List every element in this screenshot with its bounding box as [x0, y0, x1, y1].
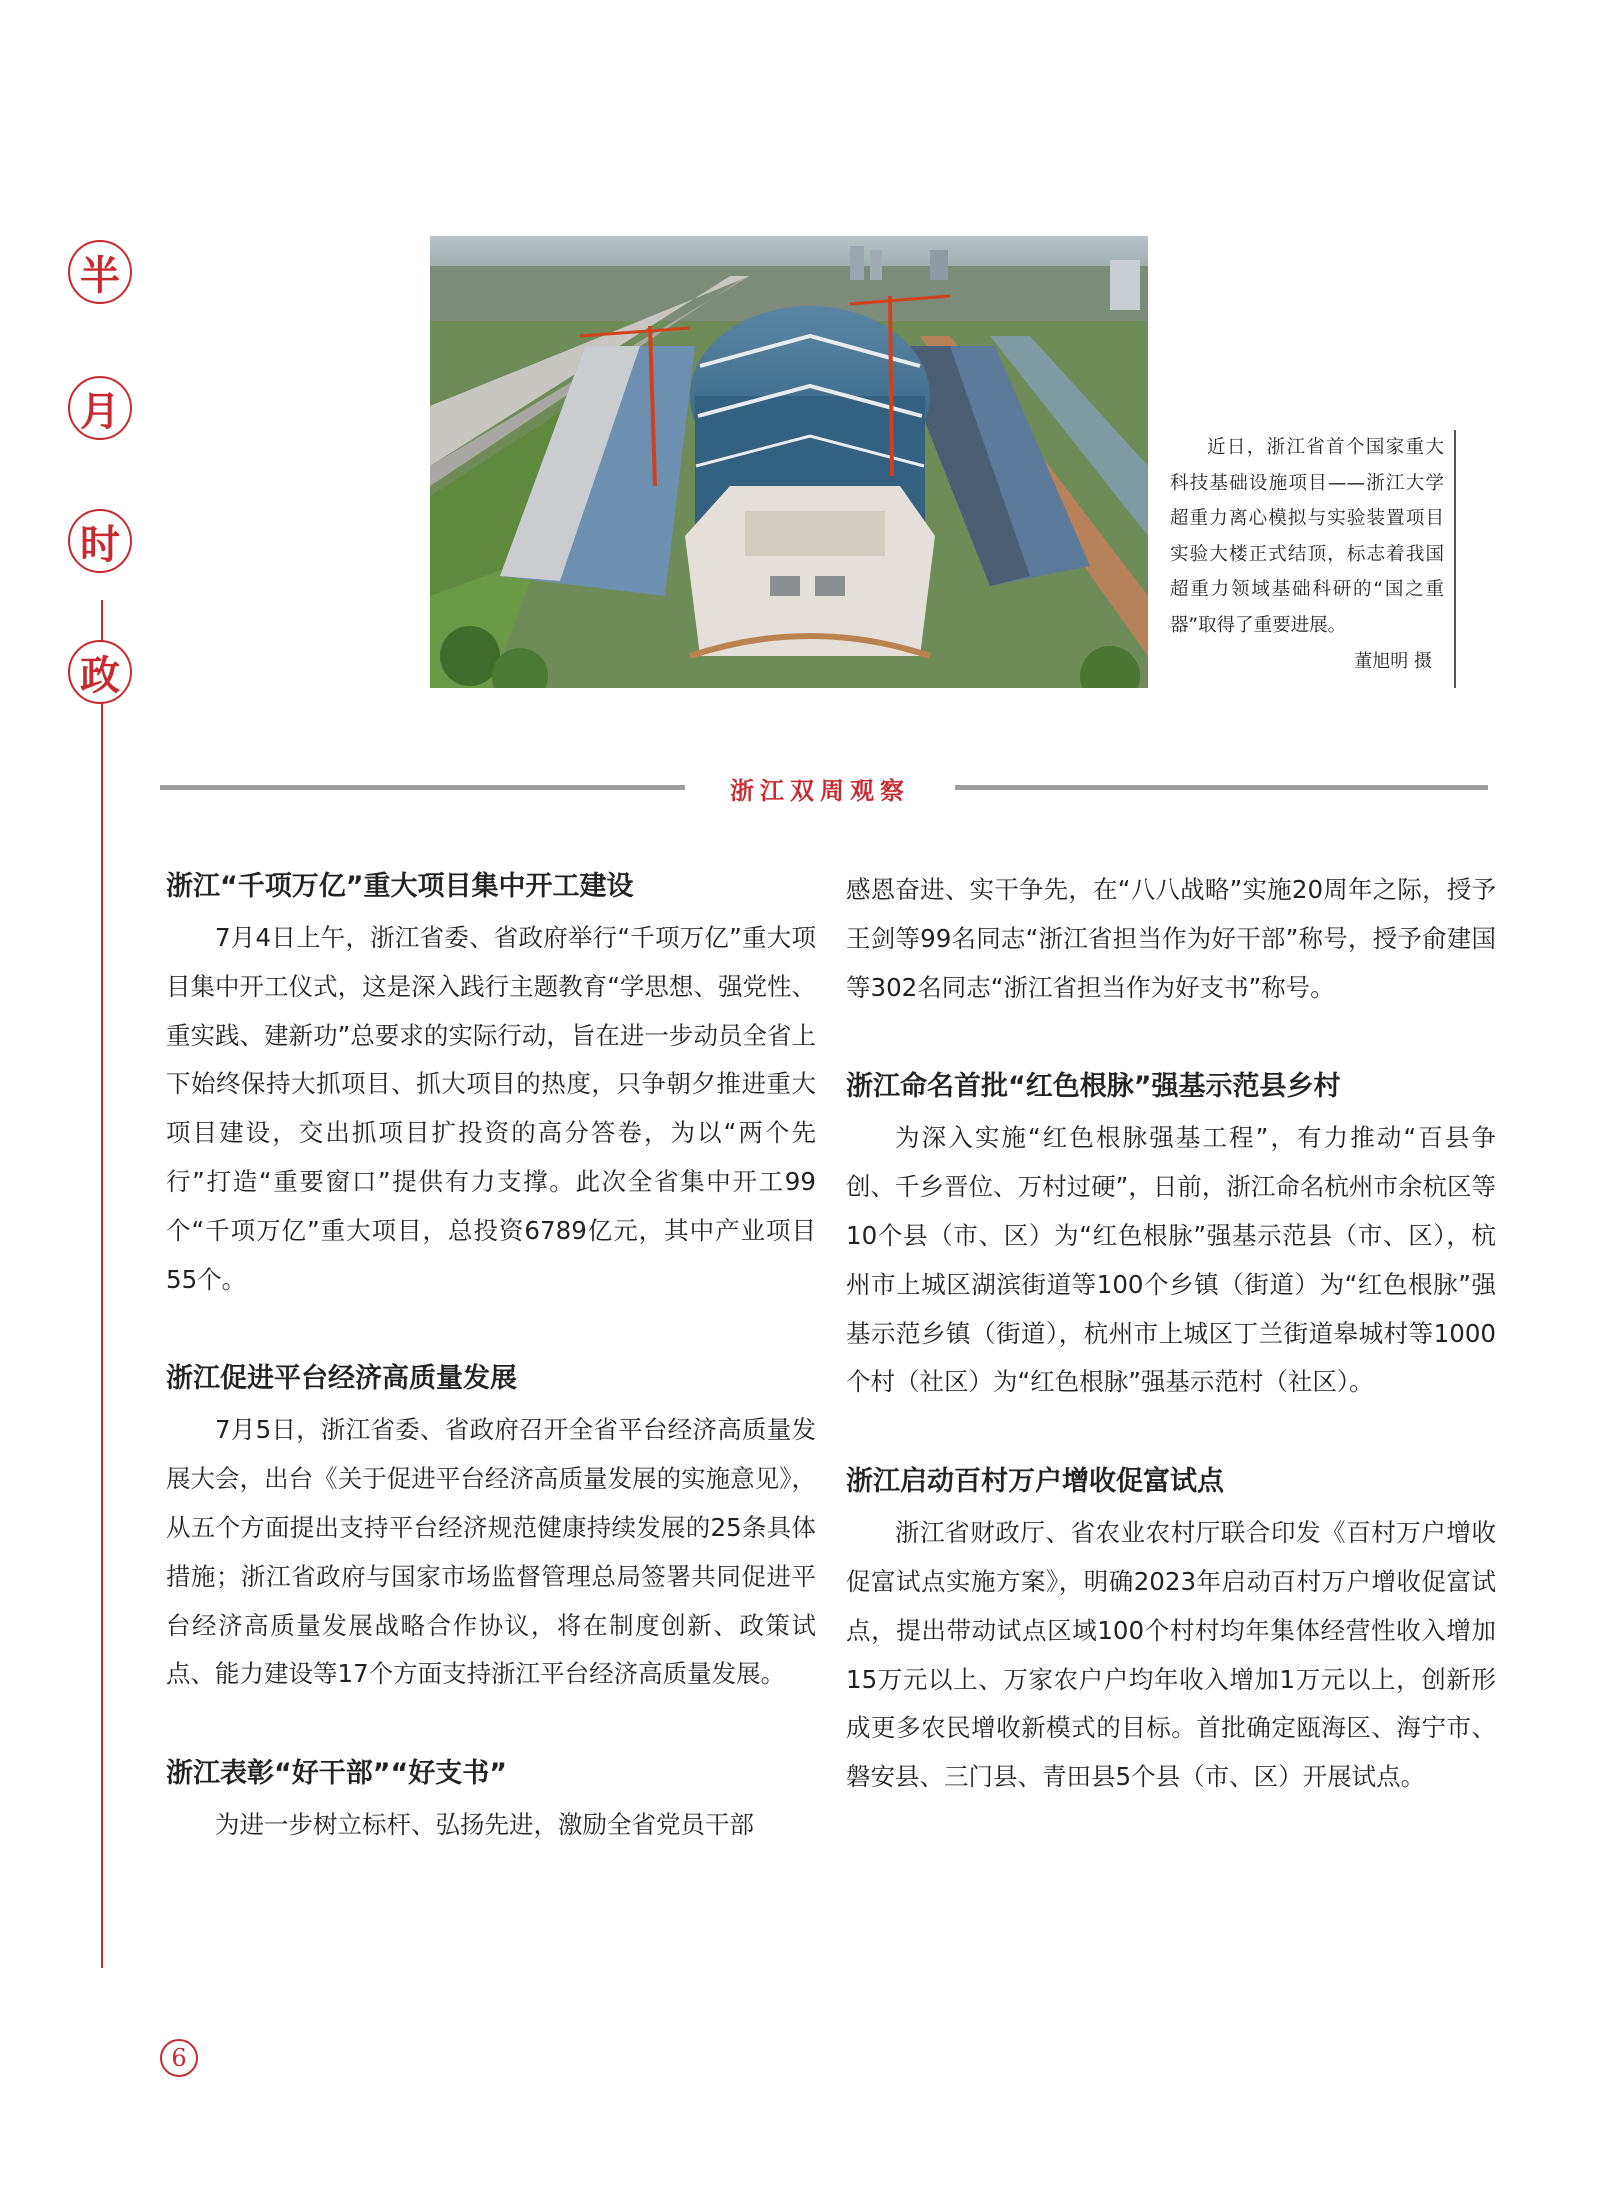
- sidebar-char-yue: 月: [68, 376, 132, 440]
- section-rule-right: [955, 785, 1488, 790]
- section-header: [160, 772, 1488, 804]
- caption-text: 近日，浙江省首个国家重大科技基础设施项目——浙江大学超重力离心模拟与实验装置项目实验大楼正式结顶，标志着我国超重力领域基础科研的“国之重器”取得了重要进展。: [1170, 437, 1444, 636]
- article-heading: 浙江“千项万亿”重大项目集中开工建设: [166, 871, 634, 902]
- article-heading: 浙江表彰“好干部”“好支书”: [166, 1758, 507, 1790]
- article-heading: 浙江启动百村万户增收促富试点: [846, 1466, 1224, 1498]
- article-body: 为深入实施“红色根脉强基工程”，有力推动“百县争创、千乡晋位、万村过硬”，日前，浙江命名杭州市余杭区等10个县（市、区）为“红色根脉”强基示范县（市、区），杭州市上城区湖滨街道等100个乡镇（街道）为“红色根脉”强基示范乡镇（街道），杭州市上城区丁兰街道皋城村等1000个村（社区）为“红色根脉”强基示范村（社区）。: [846, 1123, 1496, 1397]
- article-body: 7月5日，浙江省委、省政府召开全省平台经济高质量发展大会，出台《关于促进平台经济高质量发展的实施意见》，从五个方面提出支持平台经济规范健康持续发展的25条具体措施；浙江省政府与国家市场监督管理总局签署共同促进平台经济高质量发展战略合作协议，将在制度创新、政策试点、能力建设等17个方面支持浙江平台经济高质量发展。: [166, 1415, 816, 1689]
- sidebar-char-shi: 时: [68, 509, 132, 573]
- left-column: [166, 866, 816, 1850]
- photo-caption: [1148, 430, 1456, 688]
- aerial-photo: [430, 236, 1148, 688]
- article-heading: 浙江促进平台经济高质量发展: [166, 1363, 517, 1395]
- sidebar-char-zheng: 政: [68, 640, 132, 704]
- article-body: 7月4日上午，浙江省委、省政府举行“千项万亿”重大项目集中开工仪式，这是深入践行主题教育“学思想、强党性、重实践、建新功”总要求的实际行动，旨在进一步动员全省上下始终保持大抓项目、抓大项目的热度，只争朝夕推进重大项目建设，交出抓项目扩投资的高分答卷，为以“两个先行”打造“重要窗口”提供有力支撑。此次全省集中开工99个“千项万亿”重大项目，总投资6789亿元，其中产业项目55个。: [166, 923, 816, 1294]
- section-rule-left: [160, 785, 685, 790]
- section-title: 浙江双周观察: [730, 776, 910, 805]
- right-column: [846, 866, 1496, 1802]
- sidebar-rule: [101, 600, 103, 1968]
- article-heading: 浙江命名首批“红色根脉”强基示范县乡村: [846, 1071, 1341, 1103]
- sidebar-char-ban: 半: [68, 240, 132, 304]
- article-body: 为进一步树立标杆、弘扬先进，激励全省党员干部: [215, 1810, 754, 1840]
- photo-credit: 董旭明 摄: [1354, 651, 1432, 672]
- article-body-continued: 感恩奋进、实干争先，在“八八战略”实施20周年之际，授予王剑等99名同志“浙江省担当作为好干部”称号，授予俞建国等302名同志“浙江省担当作为好支书”称号。: [846, 875, 1496, 1002]
- article-body: 浙江省财政厅、省农业农村厅联合印发《百村万户增收促富试点实施方案》，明确2023年启动百村万户增收促富试点，提出带动试点区域100个村村均年集体经营性收入增加15万元以上、万家农户户均年收入增加1万元以上，创新形成更多农民增收新模式的目标。首批确定瓯海区、海宁市、磐安县、三门县、青田县5个县（市、区）开展试点。: [846, 1518, 1496, 1792]
- page-number: 6: [160, 2039, 198, 2077]
